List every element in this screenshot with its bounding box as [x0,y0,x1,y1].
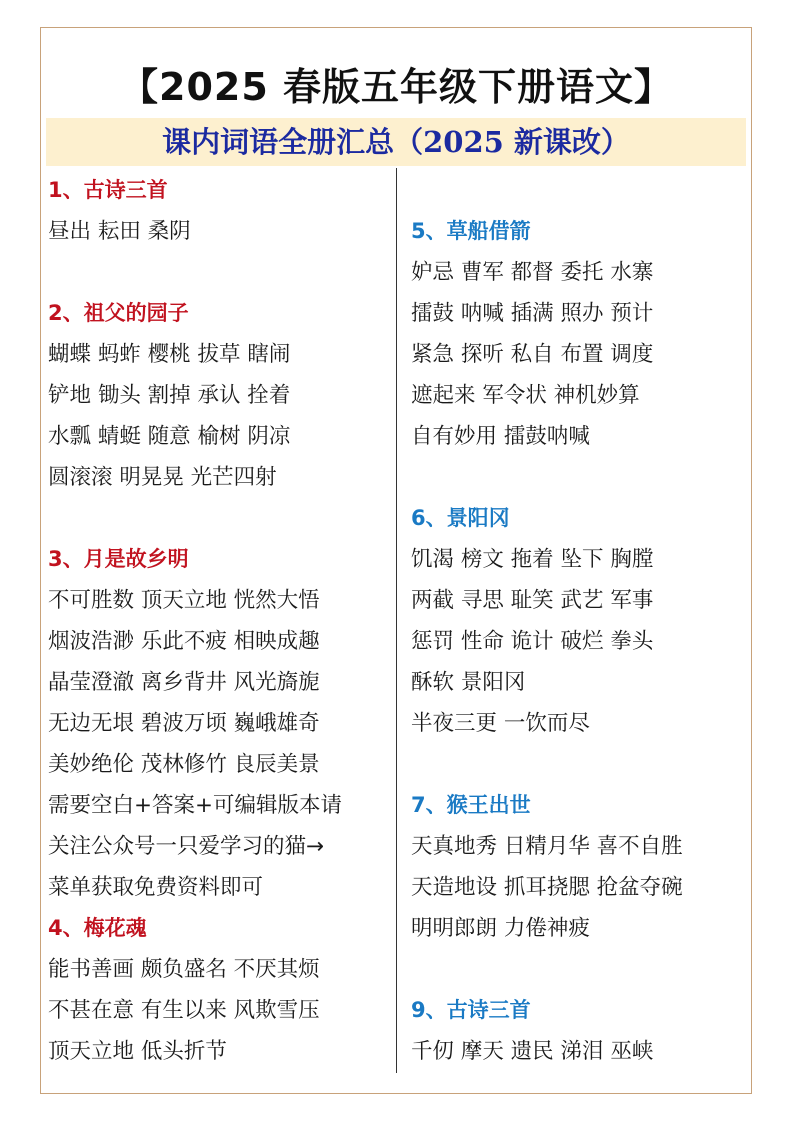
word-line: 烟波浩渺 乐此不疲 相映成趣 [48,629,320,654]
section-title: 3、月是故乡明 [48,547,189,571]
section-title: 6、景阳冈 [411,506,510,530]
left-column [48,170,393,1072]
word-line: 半夜三更 一饮而尽 [411,711,590,736]
word-line: 遮起来 军令状 神机妙算 [411,383,640,408]
section-title: 9、古诗三首 [411,998,531,1022]
word-line: 铲地 锄头 割掉 承认 拴着 [48,383,291,408]
word-line: 能书善画 颇负盛名 不厌其烦 [48,957,320,982]
word-line: 饥渴 榜文 拖着 坠下 胸膛 [411,547,654,572]
word-line: 天造地设 抓耳挠腮 抢盆夺碗 [411,875,683,900]
spacer [411,949,746,990]
word-line: 昼出 耘田 桑阴 [48,219,191,244]
word-line: 圆滚滚 明晃晃 光芒四射 [48,465,277,490]
page-subtitle: 课内词语全册汇总（2025 新课改） [162,125,630,159]
word-line: 天真地秀 日精月华 喜不自胜 [411,834,683,859]
word-line: 擂鼓 呐喊 插满 照办 预计 [411,301,654,326]
note-line: 需要空白+答案+可编辑版本请 [48,793,343,818]
word-line: 不甚在意 有生以来 风欺雪压 [48,998,320,1023]
section-title: 1、古诗三首 [48,178,168,202]
section-title: 7、猴王出世 [411,793,531,817]
word-line: 蝴蝶 蚂蚱 樱桃 拔草 瞎闹 [48,342,291,367]
word-line: 紧急 探听 私自 布置 调度 [411,342,654,367]
word-line: 美妙绝伦 茂林修竹 良辰美景 [48,752,320,777]
spacer [48,252,393,293]
right-column [411,170,746,1072]
word-line: 千仞 摩天 遗民 涕泪 巫峡 [411,1039,654,1064]
word-line: 惩罚 性命 诡计 破烂 拳头 [411,629,654,654]
spacer [411,170,746,211]
word-line: 顶天立地 低头折节 [48,1039,227,1064]
note-line: 关注公众号一只爱学习的猫→ [48,834,325,859]
word-line: 晶莹澄澈 离乡背井 风光旖旎 [48,670,320,695]
section-title: 5、草船借箭 [411,219,531,243]
word-line: 水瓢 蜻蜓 随意 榆树 阴凉 [48,424,291,449]
section-title: 4、梅花魂 [48,916,147,940]
spacer [411,744,746,785]
word-line: 不可胜数 顶天立地 恍然大悟 [48,588,320,613]
section-title: 2、祖父的园子 [48,301,189,325]
word-line: 两截 寻思 耻笑 武艺 军事 [411,588,654,613]
word-line: 酥软 景阳冈 [411,670,526,695]
page-title: 【2025 春版五年级下册语文】 [120,65,673,109]
note-line: 菜单获取免费资料即可 [48,875,264,900]
word-line: 明明郎朗 力倦神疲 [411,916,590,941]
word-line: 自有妙用 擂鼓呐喊 [411,424,590,449]
subtitle-band [46,118,746,166]
word-line: 妒忌 曹军 都督 委托 水寨 [411,260,654,285]
spacer [48,498,393,539]
word-line: 无边无垠 碧波万顷 巍峨雄奇 [48,711,320,736]
spacer [411,457,746,498]
column-divider [396,168,397,1073]
